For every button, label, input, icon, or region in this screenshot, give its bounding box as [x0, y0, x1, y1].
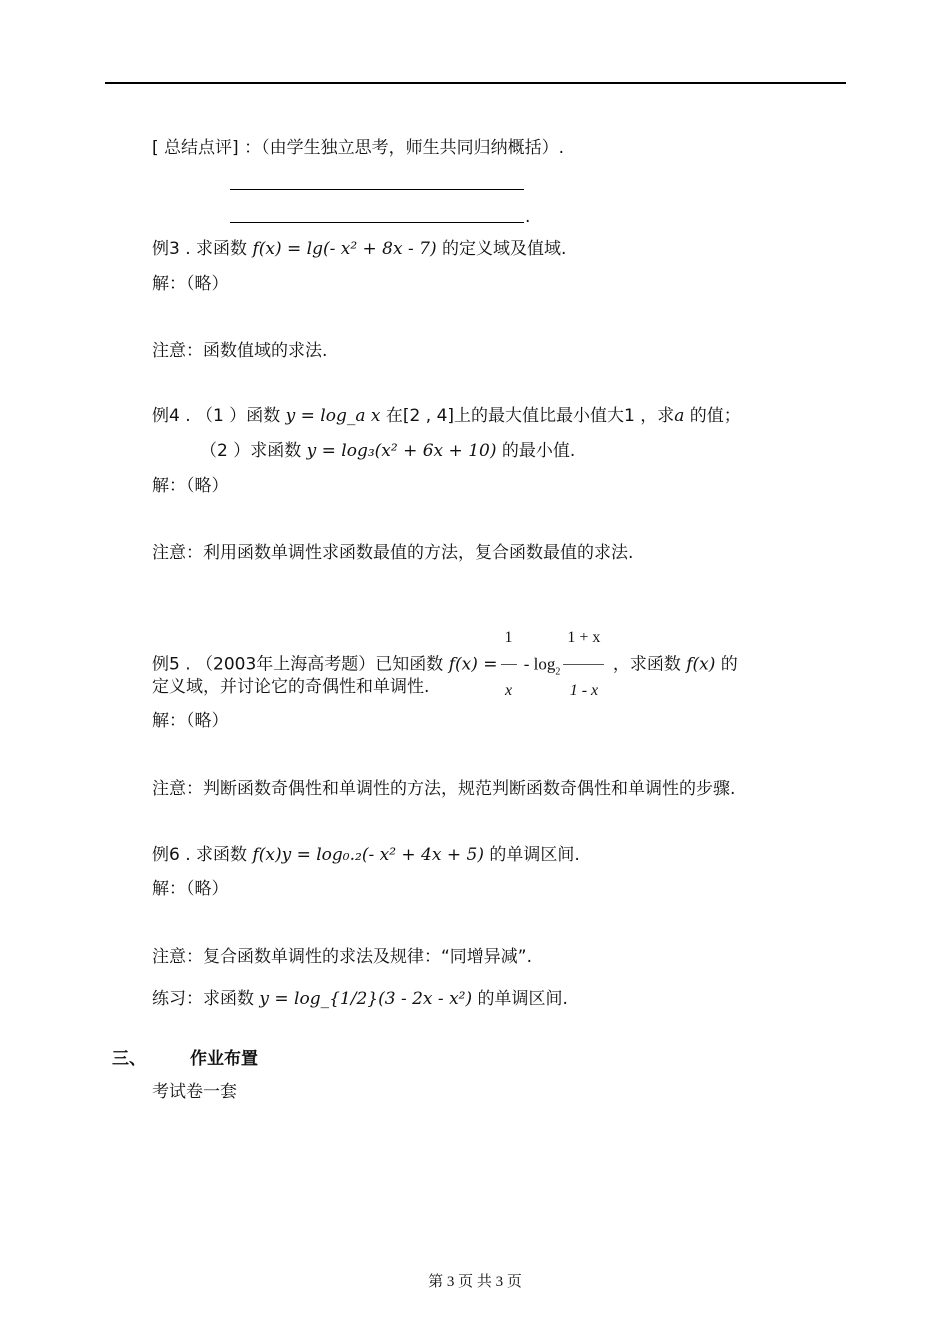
example-5-solution: 解：（略） — [152, 711, 229, 731]
example-4-part-2 — [200, 440, 575, 462]
example-4-solution: 解：（略） — [152, 476, 229, 496]
header-rule — [105, 82, 846, 84]
example-4-part-2-formula: y = log₃(x² + 6x + 10) — [306, 441, 497, 461]
answer-blank-2-end: . — [525, 207, 531, 227]
practice-lead: 练习：求函数 — [152, 989, 260, 1009]
example-3-tail: 的定义域及值域. — [436, 239, 567, 259]
example-5-line-2: 定义域，并讨论它的奇偶性和单调性. — [152, 677, 430, 697]
example-3-formula: f(x) = lg(- x² + 8x - 7) — [252, 239, 437, 259]
example-4-part-1-var: a — [674, 406, 685, 426]
example-4-part-1-end: 的值； — [684, 406, 741, 426]
example-5-lead: 例5 . （2003年上海高考题）已知函数 — [152, 654, 449, 675]
example-4-part-1-formula: y = log_a x — [285, 406, 381, 426]
example-5-end: 的 — [715, 654, 738, 675]
example-3-solution: 解：（略） — [152, 274, 229, 294]
section-3-title: 作业布置 — [190, 1049, 258, 1069]
example-5-fraction-1-denominator: x — [504, 682, 513, 699]
example-5-note: 注意：判断函数奇偶性和单调性的方法，规范判断函数奇偶性和单调性的步骤. — [152, 779, 736, 799]
example-5-fraction-1-numerator: 1 — [504, 629, 513, 646]
example-5-fx: f(x) — [686, 654, 716, 675]
example-4-part-1 — [152, 405, 741, 427]
section-3-number: 三、 — [112, 1049, 146, 1069]
answer-blank-2 — [230, 222, 524, 223]
example-5-log: - log — [519, 654, 556, 674]
example-6-formula: f(x)y = log₀.₂(- x² + 4x + 5) — [252, 845, 484, 865]
practice-tail: 的单调区间. — [472, 989, 568, 1009]
example-3-note: 注意：函数值域的求法. — [152, 341, 328, 361]
example-5-fraction-2-numerator: 1 + x — [567, 629, 601, 646]
example-5-fraction-1 — [501, 614, 517, 715]
page-footer: 第 3 页 共 3 页 — [428, 1274, 522, 1290]
example-4-part-2-tail: 的最小值. — [496, 441, 576, 461]
example-5-tail: ，求函数 — [607, 654, 687, 675]
example-4-part-1-lead: 例4 . （1 ）函数 — [152, 406, 286, 426]
section-3-content: 考试卷一套 — [152, 1082, 237, 1102]
example-5-fraction-2-denominator: 1 - x — [569, 682, 599, 699]
example-5-log-base: 2 — [555, 666, 561, 678]
example-3 — [152, 238, 566, 260]
example-6-tail: 的单调区间. — [483, 845, 580, 865]
answer-blank-1 — [230, 189, 524, 190]
practice-formula: y = log_{1/2}(3 - 2x - x²) — [259, 989, 473, 1009]
example-3-lead: 例3 . 求函数 — [152, 239, 253, 259]
example-4-note: 注意：利用函数单调性求函数最值的方法，复合函数最值的求法. — [152, 543, 634, 563]
example-6-solution: 解：（略） — [152, 879, 229, 899]
example-5-formula-prefix: f(x) = — [448, 654, 498, 675]
example-4-part-2-lead: （2 ）求函数 — [200, 441, 307, 461]
example-6-note: 注意：复合函数单调性的求法及规律：“同增异减”. — [152, 947, 533, 967]
example-5-fraction-2 — [563, 614, 604, 715]
summary-line: [ 总结点评] ：（由学生独立思考，师生共同归纳概括）. — [152, 138, 564, 158]
practice — [152, 988, 568, 1010]
example-6 — [152, 844, 580, 866]
example-4-part-1-tail: 在[2 , 4]上的最大值比最小值大1 ，求 — [380, 406, 675, 426]
example-5 — [152, 614, 738, 715]
example-6-lead: 例6 . 求函数 — [152, 845, 253, 865]
